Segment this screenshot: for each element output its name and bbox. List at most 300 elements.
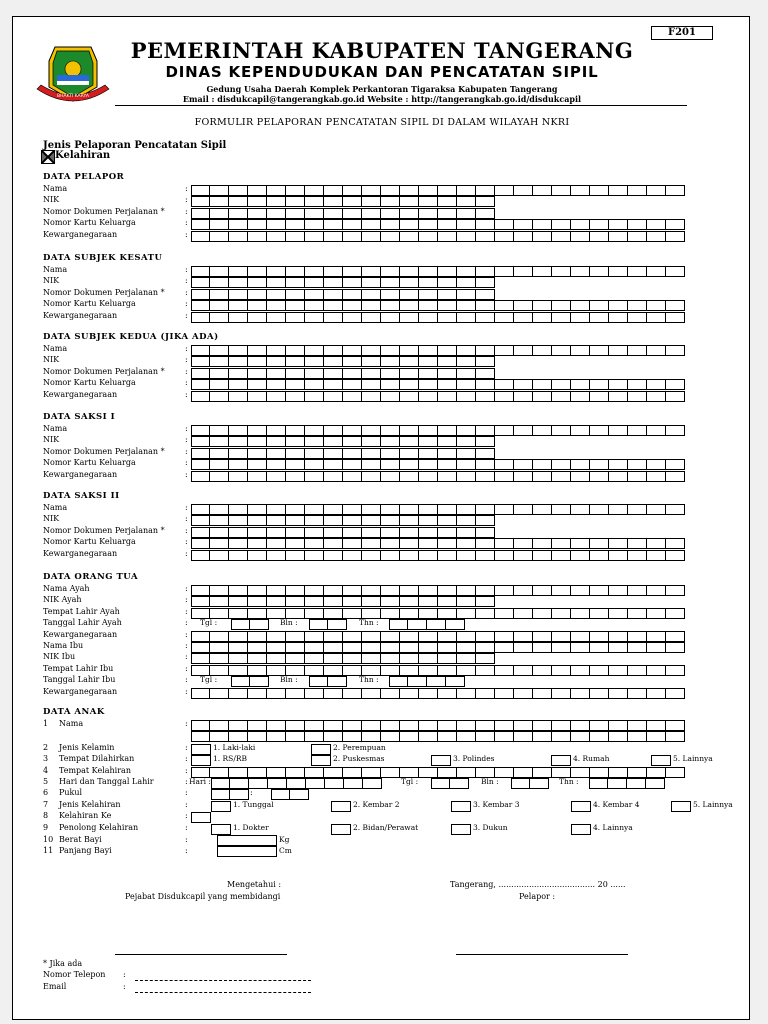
input-cell[interactable] [362, 266, 381, 277]
input-cell[interactable] [552, 631, 571, 642]
input-cell[interactable] [419, 550, 438, 561]
input-cell[interactable] [343, 515, 362, 526]
input-cell[interactable] [248, 631, 267, 642]
input-cell[interactable] [590, 631, 609, 642]
input-cell[interactable] [476, 608, 495, 619]
input-cell[interactable] [229, 653, 248, 664]
input-cell[interactable] [210, 471, 229, 482]
input-cell[interactable] [248, 596, 267, 607]
input-cell[interactable] [286, 596, 305, 607]
input-cell[interactable] [495, 425, 514, 436]
input-cell[interactable] [400, 312, 419, 323]
input-cell[interactable] [457, 379, 476, 390]
input-cell[interactable] [324, 208, 343, 219]
field-input-row[interactable] [191, 631, 685, 642]
input-cell[interactable] [229, 208, 248, 219]
field-input-row[interactable] [191, 608, 685, 619]
input-cell[interactable] [381, 391, 400, 402]
input-cell[interactable] [438, 391, 457, 402]
input-cell[interactable] [438, 312, 457, 323]
input-cell[interactable] [210, 731, 229, 742]
input-cell[interactable] [286, 665, 305, 676]
input-cell[interactable] [457, 436, 476, 447]
input-cell[interactable] [647, 631, 666, 642]
input-cell[interactable] [286, 379, 305, 390]
input-cell[interactable] [324, 504, 343, 515]
input-cell[interactable] [457, 459, 476, 470]
pejabat-signature-line[interactable] [115, 954, 287, 955]
input-cell[interactable] [438, 596, 457, 607]
input-cell[interactable] [248, 300, 267, 311]
input-cell[interactable] [229, 515, 248, 526]
input-cell[interactable] [343, 665, 362, 676]
input-cell[interactable] [571, 731, 590, 742]
input-cell[interactable] [438, 379, 457, 390]
input-cell[interactable] [362, 527, 381, 538]
input-cell[interactable] [381, 608, 400, 619]
input-cell[interactable] [438, 731, 457, 742]
input-cell[interactable] [419, 379, 438, 390]
input-cell[interactable] [210, 345, 229, 356]
input-cell[interactable] [381, 312, 400, 323]
input-cell[interactable] [210, 185, 229, 196]
input-cell[interactable] [590, 720, 609, 731]
input-cell[interactable] [324, 471, 343, 482]
input-cell[interactable] [552, 459, 571, 470]
input-cell[interactable] [381, 538, 400, 549]
input-cell[interactable] [305, 515, 324, 526]
input-cell[interactable] [362, 665, 381, 676]
input-cell[interactable] [248, 436, 267, 447]
input-cell[interactable] [608, 778, 627, 789]
input-cell[interactable] [400, 208, 419, 219]
input-cell[interactable] [400, 471, 419, 482]
input-cell[interactable] [666, 425, 685, 436]
input-cell[interactable] [419, 731, 438, 742]
input-cell[interactable] [400, 527, 419, 538]
input-cell[interactable] [362, 471, 381, 482]
input-cell[interactable] [248, 266, 267, 277]
field-input-row[interactable] [191, 459, 685, 470]
input-cell[interactable] [267, 368, 286, 379]
input-cell[interactable] [286, 185, 305, 196]
input-cell[interactable] [400, 391, 419, 402]
input-cell[interactable] [267, 731, 286, 742]
input-cell[interactable] [230, 789, 249, 800]
input-cell[interactable] [229, 266, 248, 277]
input-cell[interactable] [514, 504, 533, 515]
input-cell[interactable] [248, 312, 267, 323]
input-cell[interactable] [362, 550, 381, 561]
input-cell[interactable] [552, 731, 571, 742]
input-cell[interactable] [533, 504, 552, 515]
input-cell[interactable] [609, 504, 628, 515]
input-cell[interactable] [438, 538, 457, 549]
field-input-row[interactable] [191, 527, 495, 538]
input-cell[interactable] [324, 425, 343, 436]
input-cell[interactable] [609, 631, 628, 642]
input-cell[interactable] [457, 219, 476, 230]
input-cell[interactable] [324, 665, 343, 676]
input-cell[interactable] [381, 356, 400, 367]
input-cell[interactable] [628, 300, 647, 311]
thn-input[interactable] [589, 778, 665, 789]
input-cell[interactable] [191, 196, 210, 207]
input-cell[interactable] [514, 720, 533, 731]
input-cell[interactable] [533, 642, 552, 653]
input-cell[interactable] [438, 515, 457, 526]
input-cell[interactable] [210, 515, 229, 526]
input-cell[interactable] [286, 391, 305, 402]
input-cell[interactable] [362, 231, 381, 242]
input-cell[interactable] [438, 219, 457, 230]
penolong-box[interactable] [571, 824, 591, 835]
menit-input[interactable] [271, 789, 309, 800]
input-cell[interactable] [400, 425, 419, 436]
input-cell[interactable] [438, 448, 457, 459]
input-cell[interactable] [267, 231, 286, 242]
input-cell[interactable] [381, 277, 400, 288]
input-cell[interactable] [210, 550, 229, 561]
input-cell[interactable] [305, 425, 324, 436]
input-cell[interactable] [210, 312, 229, 323]
input-cell[interactable] [609, 266, 628, 277]
input-cell[interactable] [343, 196, 362, 207]
input-cell[interactable] [552, 266, 571, 277]
input-cell[interactable] [446, 676, 465, 687]
input-cell[interactable] [267, 720, 286, 731]
input-cell[interactable] [438, 196, 457, 207]
input-cell[interactable] [362, 515, 381, 526]
input-cell[interactable] [343, 208, 362, 219]
input-cell[interactable] [419, 196, 438, 207]
input-cell[interactable] [647, 379, 666, 390]
input-cell[interactable] [362, 277, 381, 288]
input-cell[interactable] [343, 585, 362, 596]
input-cell[interactable] [647, 185, 666, 196]
input-cell[interactable] [419, 504, 438, 515]
input-cell[interactable] [419, 300, 438, 311]
input-cell[interactable] [533, 720, 552, 731]
input-cell[interactable] [438, 688, 457, 699]
input-cell[interactable] [590, 231, 609, 242]
input-cell[interactable] [248, 731, 267, 742]
input-cell[interactable] [552, 688, 571, 699]
input-cell[interactable] [495, 720, 514, 731]
input-cell[interactable] [628, 391, 647, 402]
input-cell[interactable] [210, 504, 229, 515]
input-cell[interactable] [438, 504, 457, 515]
input-cell[interactable] [628, 219, 647, 230]
input-cell[interactable] [571, 266, 590, 277]
input-cell[interactable] [210, 720, 229, 731]
field-input-row[interactable] [191, 368, 495, 379]
input-cell[interactable] [457, 688, 476, 699]
penolong-box[interactable] [331, 824, 351, 835]
input-cell[interactable] [248, 231, 267, 242]
input-cell[interactable] [628, 767, 647, 778]
input-cell[interactable] [514, 231, 533, 242]
input-cell[interactable] [267, 391, 286, 402]
input-cell[interactable] [438, 527, 457, 538]
input-cell[interactable] [381, 300, 400, 311]
input-cell[interactable] [362, 720, 381, 731]
input-cell[interactable] [324, 596, 343, 607]
input-cell[interactable] [457, 208, 476, 219]
input-cell[interactable] [408, 619, 427, 630]
input-cell[interactable] [267, 471, 286, 482]
input-cell[interactable] [419, 720, 438, 731]
input-cell[interactable] [419, 208, 438, 219]
input-cell[interactable] [191, 368, 210, 379]
input-cell[interactable] [229, 312, 248, 323]
input-cell[interactable] [324, 436, 343, 447]
input-cell[interactable] [324, 550, 343, 561]
input-cell[interactable] [628, 312, 647, 323]
nama-anak-row-2[interactable] [191, 731, 685, 742]
input-cell[interactable] [210, 208, 229, 219]
input-cell[interactable] [286, 289, 305, 300]
input-cell[interactable] [210, 289, 229, 300]
input-cell[interactable] [590, 608, 609, 619]
input-cell[interactable] [533, 585, 552, 596]
input-cell[interactable] [324, 608, 343, 619]
input-cell[interactable] [495, 538, 514, 549]
input-cell[interactable] [381, 345, 400, 356]
input-cell[interactable] [590, 665, 609, 676]
input-cell[interactable] [381, 185, 400, 196]
input-cell[interactable] [381, 368, 400, 379]
input-cell[interactable] [647, 312, 666, 323]
field-input-row[interactable] [191, 208, 495, 219]
input-cell[interactable] [248, 527, 267, 538]
input-cell[interactable] [476, 596, 495, 607]
input-cell[interactable] [362, 653, 381, 664]
input-cell[interactable] [514, 631, 533, 642]
input-cell[interactable] [438, 471, 457, 482]
input-cell[interactable] [324, 391, 343, 402]
input-cell[interactable] [267, 448, 286, 459]
kelamin-box[interactable] [191, 744, 211, 755]
input-cell[interactable] [457, 231, 476, 242]
input-cell[interactable] [267, 266, 286, 277]
input-cell[interactable] [191, 515, 210, 526]
input-cell[interactable] [191, 504, 210, 515]
input-cell[interactable] [419, 767, 438, 778]
input-cell[interactable] [533, 379, 552, 390]
input-cell[interactable] [267, 219, 286, 230]
input-cell[interactable] [290, 789, 309, 800]
input-cell[interactable] [400, 653, 419, 664]
input-cell[interactable] [343, 219, 362, 230]
input-cell[interactable] [286, 356, 305, 367]
input-cell[interactable] [571, 219, 590, 230]
input-cell[interactable] [286, 720, 305, 731]
input-cell[interactable] [286, 459, 305, 470]
input-cell[interactable] [400, 277, 419, 288]
input-cell[interactable] [343, 312, 362, 323]
input-cell[interactable] [362, 345, 381, 356]
tempat-box[interactable] [551, 755, 571, 766]
input-cell[interactable] [609, 767, 628, 778]
input-cell[interactable] [211, 778, 230, 789]
input-cell[interactable] [305, 585, 324, 596]
input-cell[interactable] [248, 448, 267, 459]
input-cell[interactable] [324, 538, 343, 549]
input-cell[interactable] [231, 676, 250, 687]
input-cell[interactable] [343, 185, 362, 196]
input-cell[interactable] [267, 356, 286, 367]
input-cell[interactable] [438, 266, 457, 277]
input-cell[interactable] [533, 266, 552, 277]
input-cell[interactable] [286, 300, 305, 311]
input-cell[interactable] [571, 185, 590, 196]
input-cell[interactable] [476, 368, 495, 379]
input-cell[interactable] [381, 425, 400, 436]
input-cell[interactable] [324, 312, 343, 323]
input-cell[interactable] [305, 231, 324, 242]
tgl-input[interactable] [231, 676, 269, 687]
input-cell[interactable] [457, 515, 476, 526]
input-cell[interactable] [609, 391, 628, 402]
input-cell[interactable] [210, 653, 229, 664]
input-cell[interactable] [381, 642, 400, 653]
input-cell[interactable] [248, 208, 267, 219]
input-cell[interactable] [457, 527, 476, 538]
thn-input[interactable] [389, 619, 465, 630]
input-cell[interactable] [286, 219, 305, 230]
input-cell[interactable] [362, 608, 381, 619]
input-cell[interactable] [210, 596, 229, 607]
input-cell[interactable] [457, 425, 476, 436]
input-cell[interactable] [381, 515, 400, 526]
tgl-input[interactable] [231, 619, 269, 630]
input-cell[interactable] [267, 196, 286, 207]
input-cell[interactable] [400, 720, 419, 731]
input-cell[interactable] [514, 379, 533, 390]
input-cell[interactable] [400, 504, 419, 515]
input-cell[interactable] [666, 345, 685, 356]
input-cell[interactable] [495, 631, 514, 642]
input-cell[interactable] [305, 653, 324, 664]
input-cell[interactable] [191, 631, 210, 642]
input-cell[interactable] [309, 676, 328, 687]
input-cell[interactable] [381, 289, 400, 300]
input-cell[interactable] [609, 731, 628, 742]
input-cell[interactable] [476, 266, 495, 277]
input-cell[interactable] [476, 345, 495, 356]
input-cell[interactable] [324, 515, 343, 526]
field-input-row[interactable] [191, 266, 685, 277]
input-cell[interactable] [514, 767, 533, 778]
input-cell[interactable] [476, 391, 495, 402]
input-cell[interactable] [609, 688, 628, 699]
input-cell[interactable] [229, 277, 248, 288]
input-cell[interactable] [343, 720, 362, 731]
input-cell[interactable] [381, 459, 400, 470]
input-cell[interactable] [476, 231, 495, 242]
input-cell[interactable] [647, 345, 666, 356]
input-cell[interactable] [438, 425, 457, 436]
input-cell[interactable] [400, 436, 419, 447]
input-cell[interactable] [457, 504, 476, 515]
input-cell[interactable] [400, 608, 419, 619]
input-cell[interactable] [343, 231, 362, 242]
input-cell[interactable] [533, 608, 552, 619]
input-cell[interactable] [571, 471, 590, 482]
input-cell[interactable] [286, 642, 305, 653]
input-cell[interactable] [419, 219, 438, 230]
tgl-input[interactable] [431, 778, 469, 789]
input-cell[interactable] [250, 619, 269, 630]
input-cell[interactable] [400, 550, 419, 561]
input-cell[interactable] [305, 527, 324, 538]
input-cell[interactable] [647, 688, 666, 699]
input-cell[interactable] [191, 185, 210, 196]
input-cell[interactable] [343, 277, 362, 288]
penolong-box[interactable] [451, 824, 471, 835]
input-cell[interactable] [628, 631, 647, 642]
input-cell[interactable] [343, 608, 362, 619]
input-cell[interactable] [552, 345, 571, 356]
field-input-row[interactable] [191, 277, 495, 288]
input-cell[interactable] [666, 266, 685, 277]
input-cell[interactable] [248, 379, 267, 390]
input-cell[interactable] [324, 642, 343, 653]
input-cell[interactable] [248, 459, 267, 470]
input-cell[interactable] [191, 289, 210, 300]
input-cell[interactable] [400, 642, 419, 653]
input-cell[interactable] [590, 471, 609, 482]
input-cell[interactable] [476, 425, 495, 436]
input-cell[interactable] [647, 231, 666, 242]
input-cell[interactable] [229, 219, 248, 230]
input-cell[interactable] [457, 767, 476, 778]
bln-input[interactable] [309, 619, 347, 630]
input-cell[interactable] [476, 436, 495, 447]
input-cell[interactable] [609, 642, 628, 653]
input-cell[interactable] [666, 185, 685, 196]
input-cell[interactable] [248, 608, 267, 619]
input-cell[interactable] [514, 665, 533, 676]
input-cell[interactable] [362, 631, 381, 642]
input-cell[interactable] [324, 527, 343, 538]
input-cell[interactable] [419, 608, 438, 619]
input-cell[interactable] [343, 300, 362, 311]
input-cell[interactable] [666, 688, 685, 699]
input-cell[interactable] [419, 312, 438, 323]
input-cell[interactable] [628, 585, 647, 596]
input-cell[interactable] [362, 596, 381, 607]
input-cell[interactable] [309, 619, 328, 630]
input-cell[interactable] [476, 653, 495, 664]
input-cell[interactable] [476, 219, 495, 230]
input-cell[interactable] [210, 356, 229, 367]
input-cell[interactable] [267, 425, 286, 436]
input-cell[interactable] [305, 391, 324, 402]
input-cell[interactable] [362, 436, 381, 447]
input-cell[interactable] [533, 688, 552, 699]
input-cell[interactable] [362, 425, 381, 436]
input-cell[interactable] [305, 185, 324, 196]
input-cell[interactable] [191, 688, 210, 699]
input-cell[interactable] [476, 504, 495, 515]
input-cell[interactable] [647, 550, 666, 561]
input-cell[interactable] [495, 642, 514, 653]
input-cell[interactable] [343, 767, 362, 778]
input-cell[interactable] [210, 368, 229, 379]
input-cell[interactable] [229, 459, 248, 470]
